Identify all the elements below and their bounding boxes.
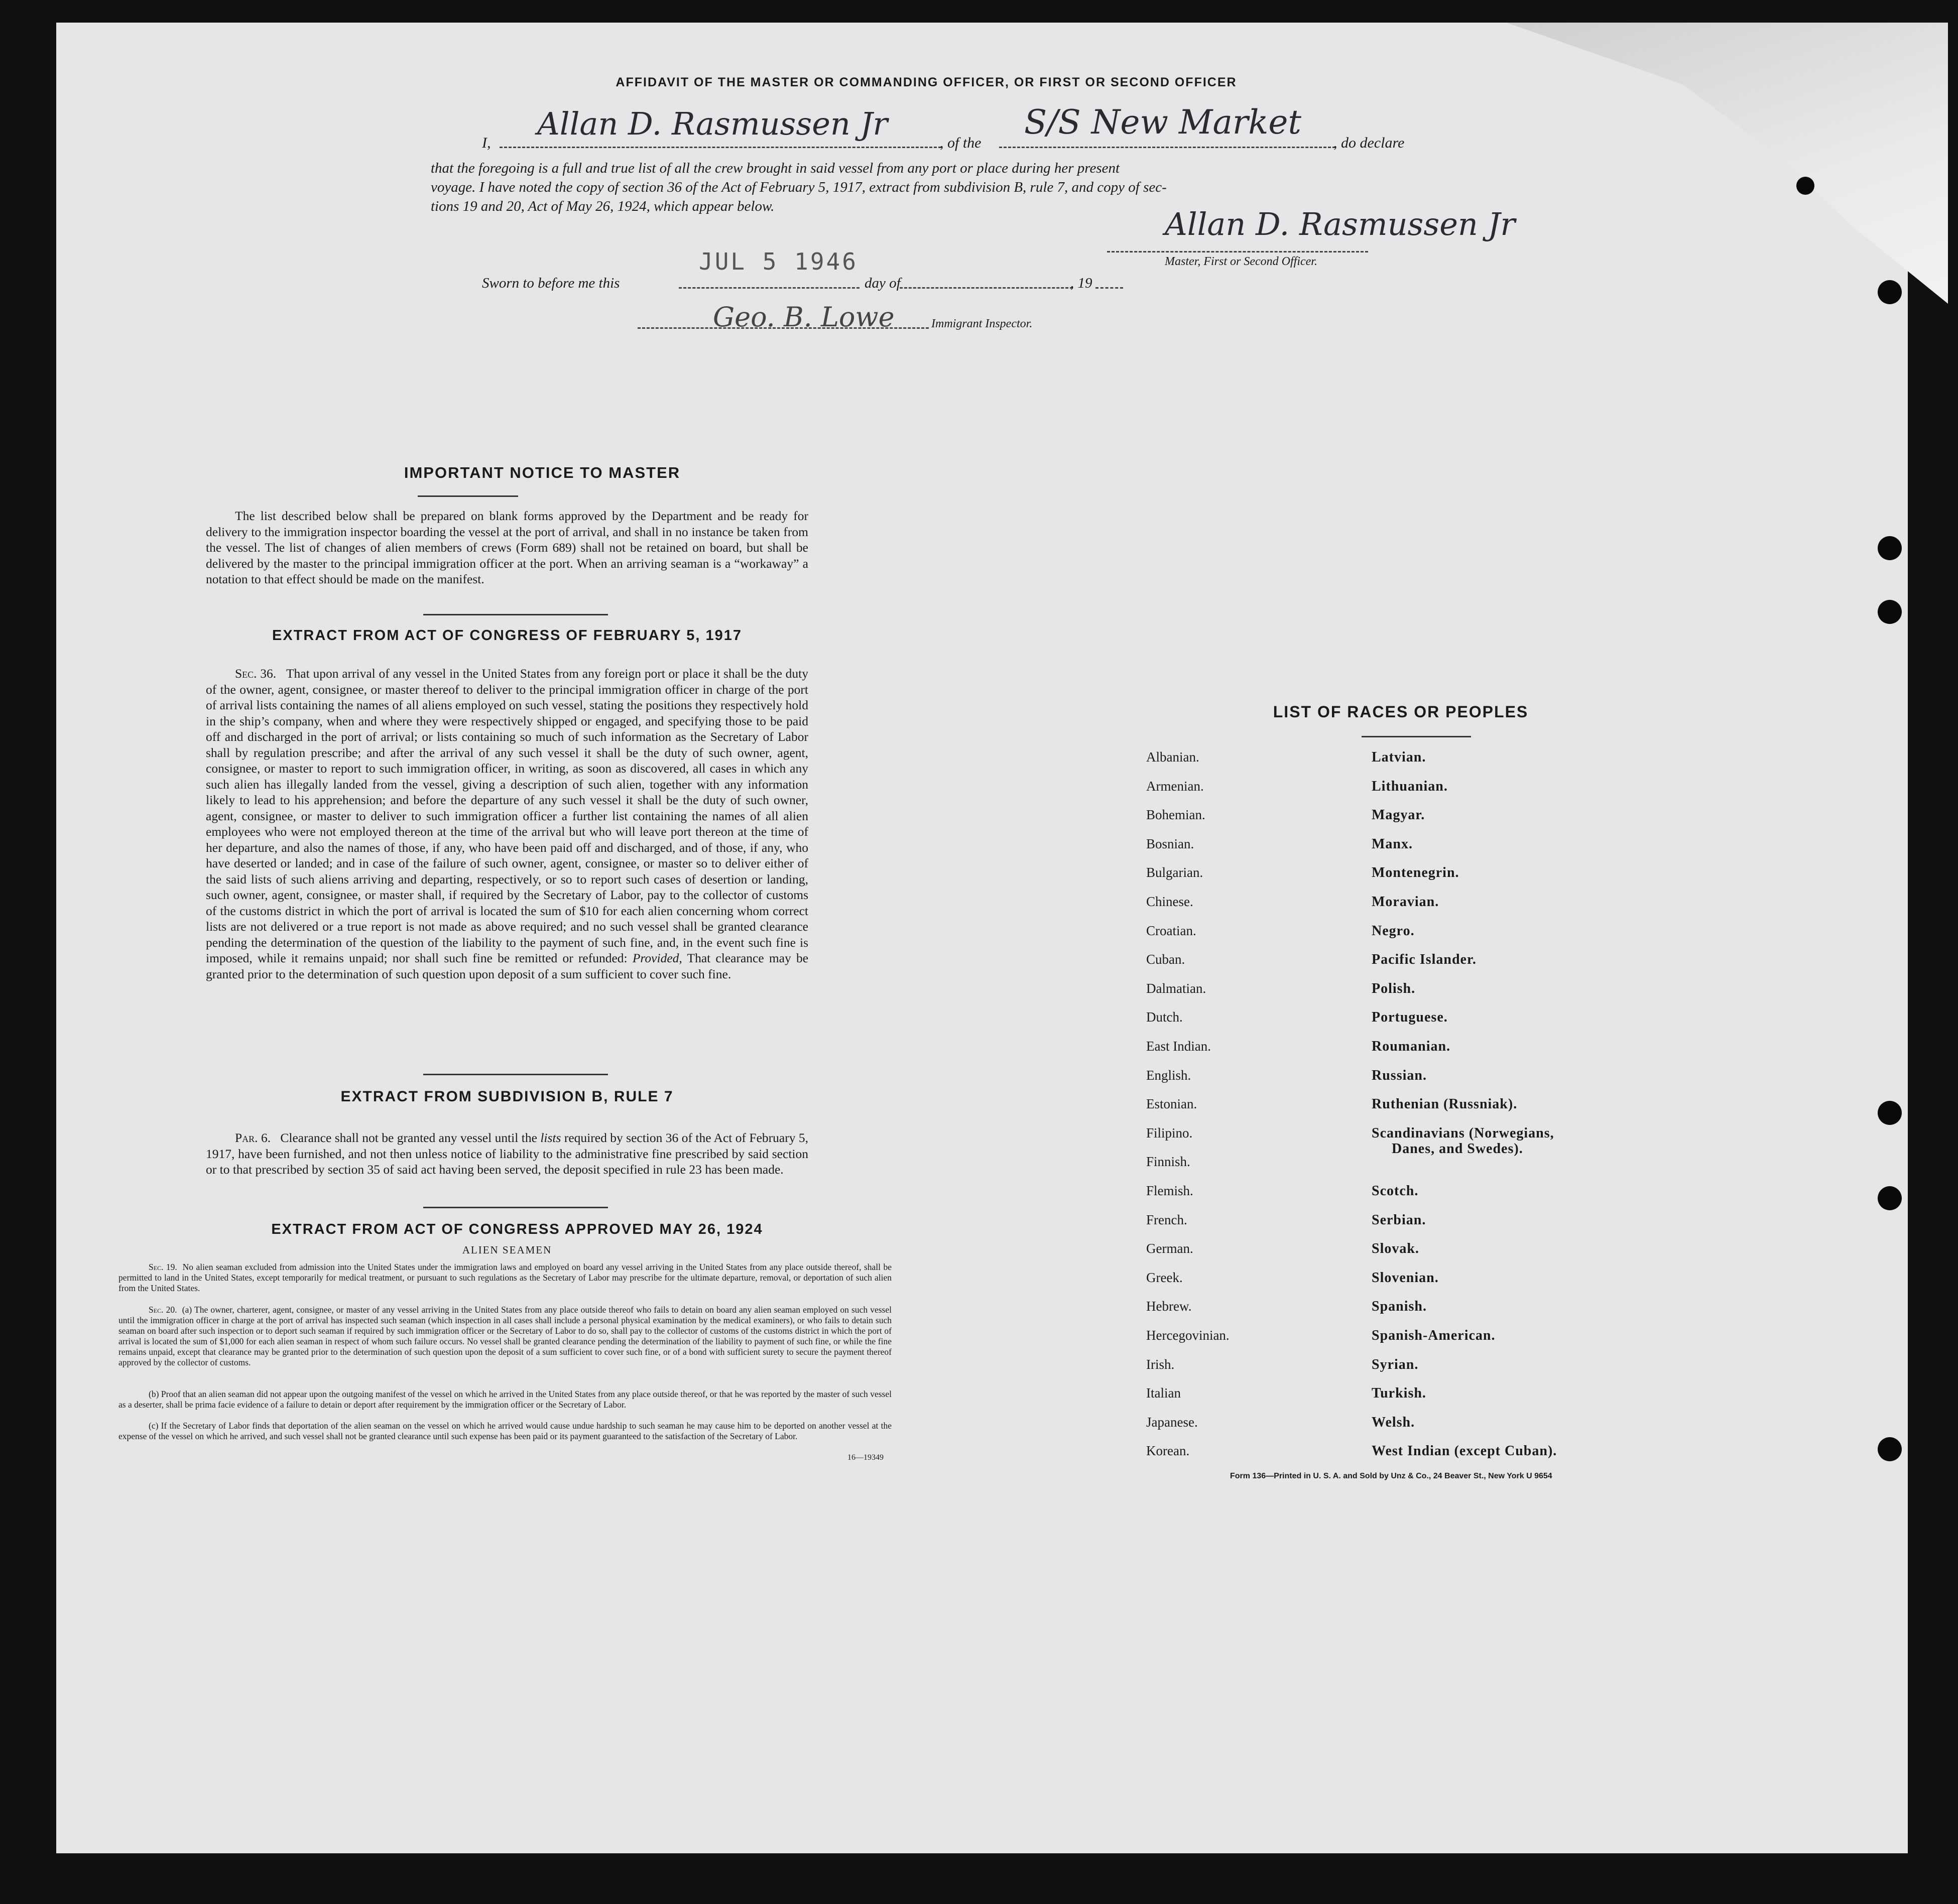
race-left-item: Hercegovinian. (1146, 1328, 1230, 1343)
inspector-signature: Geo. B. Lowe (713, 301, 895, 333)
race-left-item: Greek. (1146, 1270, 1183, 1285)
name-line (500, 147, 941, 148)
race-left-item: French. (1146, 1212, 1187, 1227)
race-right-item: Manx. (1372, 836, 1413, 852)
year-line (1095, 287, 1123, 289)
race-right-item: Roumanian. (1372, 1039, 1451, 1054)
punch-hole (1878, 1101, 1902, 1125)
notice-body: The list described below shall be prepared on blank forms approved by the Department and be ready for delivery to the immigration inspector boarding the vessel at the port of arrival, and shall in no instance be taken from the vessel. The list of changes of alien members of crews (Form 689) shall not be retained on board, but shall be delivered by the master to the principal immigration officer at the port. When an arriving seaman is a “workaway” a notation to that effect should be made on the manifest. (206, 509, 808, 586)
rule (1362, 736, 1471, 737)
race-right-item: Latvian. (1372, 749, 1426, 765)
race-left-item: Korean. (1146, 1443, 1190, 1459)
race-right-item: Slovak. (1372, 1241, 1419, 1257)
race-left-item: Hebrew. (1146, 1299, 1192, 1314)
race-right-item: Spanish. (1372, 1299, 1427, 1315)
race-left-item: English. (1146, 1067, 1191, 1083)
date-stamp: JUL 5 1946 (699, 248, 858, 275)
sworn-label: Sworn to before me this (482, 275, 620, 291)
punch-hole (1878, 536, 1902, 560)
race-right-item: Scotch. (1372, 1183, 1419, 1199)
section-20a-text: (a) The owner, charterer, agent, consignee, or master of any vessel arriving in the United States from any place outside thereof who fails to detain on board any alien seaman employed on such vessel until the immigration officer in charge at the port of arrival has inspected such seaman (which inspection in all cases shall include a personal physical examination by the medical examiners), or who fails to detain such seaman on board after such inspection or to deport such seaman if required by such immigration officer or the Secretary of Labor to do so, shall pay to the collector of customs of the customs district in which the port of arrival is located the sum of $1,000 for each alien seaman in respect of whom such failure occurs. No vessel shall be granted clearance pending the determination of the liability to payment of such fine, or while the fine remains unpaid, except that clearance may be granted prior to the determination of such question upon the deposit of a sum sufficient to cover such fine, or of a bond with sufficient surety to secure the payment thereof approved by the collector of customs. (118, 1305, 892, 1367)
vessel-line (999, 147, 1335, 148)
month-line (900, 287, 1073, 289)
race-left-item: Finnish. (1146, 1154, 1190, 1170)
section-19-text: No alien seaman excluded from admission into the United States under the immigration laws and employed on board any vessel arriving in the United States from any place outside thereof, shall be permitted to land in the United States, except temporarily for medical treatment, or pursuant to such regulations as the Secretary of Labor may prescribe for the ultimate departure, removal, or deportation of such alien from the United States. (118, 1262, 892, 1293)
race-left-item: Estonian. (1146, 1096, 1197, 1112)
rule (418, 495, 518, 497)
lists-word: lists (540, 1130, 561, 1145)
section-19-label: Sec. 19. (149, 1262, 177, 1272)
printer-footer: Form 136—Printed in U. S. A. and Sold by Unz & Co., 24 Beaver St., New York U 9654 (1230, 1472, 1552, 1480)
year-label: , 19 (1070, 275, 1092, 291)
affidavit-body-line2: voyage. I have noted the copy of section 36 of the Act of February 5, 1917, extract from subdivision B, rule 7, and copy of sec- (431, 179, 1167, 195)
race-left-item: East Indian. (1146, 1039, 1211, 1054)
race-right-item: Danes, and Swedes). (1392, 1140, 1523, 1157)
race-right-item: West Indian (except Cuban). (1372, 1443, 1557, 1459)
race-right-item: Magyar. (1372, 807, 1425, 823)
races-heading: LIST OF RACES OR PEOPLES (1273, 703, 1529, 721)
race-left-item: Irish. (1146, 1356, 1175, 1372)
race-right-item: Montenegrin. (1372, 865, 1459, 881)
affidavit-title: AFFIDAVIT OF THE MASTER OR COMMANDING OFFICER, OR FIRST OR SECOND OFFICER (616, 75, 1237, 89)
race-right-item: Pacific Islander. (1372, 952, 1477, 968)
race-left-item: Flemish. (1146, 1183, 1193, 1198)
punch-hole (1878, 280, 1902, 304)
race-left-item: German. (1146, 1241, 1193, 1256)
of-the-label: , of the (940, 135, 982, 151)
extract-1917-heading: EXTRACT FROM ACT OF CONGRESS OF FEBRUARY 5, 1917 (272, 627, 743, 644)
race-left-item: Albanian. (1146, 749, 1199, 765)
section-19 (118, 1262, 892, 1294)
punch-hole-small (1796, 177, 1814, 195)
section-36-label: Sec. 36. (235, 666, 277, 681)
section-20b: (b) Proof that an alien seaman did not appear upon the outgoing manifest of the vessel on which he arrived in the United States from any place outside thereof, or that he was reported by the master of such vessel as a deserter, shall be prima facie evidence of a failure to detain or deport after requirement by the immigration officer or the Secretary of Labor. (118, 1389, 892, 1410)
race-right-item: Polish. (1372, 980, 1416, 996)
punch-hole (1878, 1186, 1902, 1210)
race-right-item: Negro. (1372, 923, 1415, 939)
race-right-item: Serbian. (1372, 1212, 1426, 1228)
form-number: 16—19349 (847, 1453, 884, 1462)
race-right-item: Russian. (1372, 1067, 1427, 1083)
rule7-body (206, 1130, 808, 1178)
rule7-heading: EXTRACT FROM SUBDIVISION B, RULE 7 (340, 1088, 674, 1105)
master-signature: Allan D. Rasmussen Jr (1165, 206, 1516, 242)
inspector-caption: Immigrant Inspector. (931, 317, 1033, 330)
section-36-text-end: That clearance may be granted prior to the determination of such question upon deposit of a sum sufficient to cover such fine. (206, 951, 809, 981)
rule7-text-b: required by section 36 of the Act of February 5, 1917, have been furnished, and not then unless notice of liability to the administrative fine prescribed by said section or to that prescribed by section 35 of said act having been served, the deposit specified in rule 23 has been made. (206, 1130, 809, 1177)
race-left-item: Filipino. (1146, 1125, 1193, 1140)
rule7-text-a: Clearance shall not be granted any vessel until the (280, 1130, 537, 1145)
race-left-item: Italian (1146, 1385, 1181, 1401)
provided-word: Provided, (632, 951, 682, 965)
extract-1917-body (206, 666, 808, 982)
race-left-item: Japanese. (1146, 1414, 1198, 1430)
day-of-label: day of (865, 275, 901, 291)
race-left-item: Croatian. (1146, 923, 1196, 938)
race-right-item: Portuguese. (1372, 1009, 1448, 1026)
section-36-text: That upon arrival of any vessel in the United States from any foreign port or place it shall be the duty of the owner, agent, consignee, or master thereof to deliver to the principal immigration officer in charge of the port of arrival lists containing the names of all aliens employed on such vessel, stating the positions they respectively hold in the ship’s company, when and where they were respectively shipped or engaged, and specifying those to be paid off and discharged in the port of arrival; or lists containing so much of such information as the Secretary of Labor shall by regulation prescribe; and after the arrival of any such vessel it shall be the duty of such owner, agent, consignee, or master to report to such immigration officer, in writing, as soon as discovered, all cases in which any such alien has illegally landed from the vessel, giving a description of such alien, together with any information likely to lead to his apprehension; and before the departure of any such vessel it shall be the duty of such owner, agent, consignee, or master to deliver to such immigration officer a further list containing the names of all alien employees who were not employed thereon at the time of the arrival but who will leave port thereon at the time of her departure, and also the names of those, if any, who have been paid off and discharged, and of those, if any, who have deserted or landed; and in case of the failure of such owner, agent, consignee, or master so to deliver either of the said lists of such aliens arriving and departing, respectively, or so to report such cases of desertion or landing, such owner, agent, consignee, or master shall, if required by the Secretary of Labor, pay to the collector of customs of the customs district in which the port of arrival is located the sum of $10 for each alien concerning whom correct lists are not delivered or a true report is not made as above required; and no such vessel shall be granted clearance pending the determination of the question of the liability to the payment of such fine, and, in the event such fine is imposed, while it remains unpaid; nor shall such fine be remitted or refunded: (206, 666, 808, 965)
rule (423, 614, 608, 615)
race-right-item: Ruthenian (Russniak). (1372, 1096, 1518, 1112)
extract-1924-heading: EXTRACT FROM ACT OF CONGRESS APPROVED MAY 26, 1924 (271, 1221, 763, 1237)
race-right-item: Lithuanian. (1372, 778, 1448, 794)
sworn-day-line (679, 287, 860, 289)
master-name-handwritten: Allan D. Rasmussen Jr (537, 105, 888, 142)
rule (423, 1074, 608, 1075)
race-right-item: Slovenian. (1372, 1270, 1439, 1286)
race-right-item: Syrian. (1372, 1356, 1419, 1372)
race-left-item: Cuban. (1146, 952, 1185, 967)
section-20a (118, 1305, 892, 1368)
notice-heading: IMPORTANT NOTICE TO MASTER (404, 464, 681, 481)
master-caption: Master, First or Second Officer. (1165, 255, 1317, 268)
race-right-item: Turkish. (1372, 1385, 1426, 1402)
section-20-label: Sec. 20. (149, 1305, 177, 1315)
signature-line (1107, 251, 1368, 252)
affidavit-body-line3: tions 19 and 20, Act of May 26, 1924, which appear below. (431, 198, 775, 214)
race-left-item: Dutch. (1146, 1009, 1183, 1025)
punch-hole (1878, 1437, 1902, 1461)
punch-hole (1878, 600, 1902, 624)
race-right-item: Moravian. (1372, 894, 1439, 910)
vessel-name-handwritten: S/S New Market (1024, 103, 1301, 142)
race-left-item: Chinese. (1146, 894, 1193, 909)
race-left-item: Bulgarian. (1146, 865, 1203, 880)
par-6-label: Par. 6. (235, 1130, 271, 1145)
affidavit-body-line1: that the foregoing is a full and true list of all the crew brought in said vessel from any port or place during her present (431, 160, 1120, 176)
race-right-item: Spanish-American. (1372, 1328, 1496, 1343)
race-left-item: Armenian. (1146, 778, 1204, 794)
race-right-item: Welsh. (1372, 1414, 1415, 1430)
section-20c: (c) If the Secretary of Labor finds that deportation of the alien seaman on the vessel on which he arrived would cause undue hardship to such seaman he may cause him to be deported on another vessel at the expense of the vessel on which he arrived, and such vessel shall not be granted clearance until such expense has been paid or its payment guaranteed to the satisfaction of the Secretary of Labor. (118, 1421, 892, 1441)
do-declare-label: , do declare (1333, 135, 1405, 151)
race-left-item: Bosnian. (1146, 836, 1194, 851)
affidavit-i-label: I, (482, 135, 491, 151)
race-left-item: Bohemian. (1146, 807, 1205, 823)
race-right-item: Scandinavians (Norwegians, (1372, 1125, 1554, 1141)
rule (423, 1207, 608, 1208)
alien-seamen-subheading: ALIEN SEAMEN (462, 1244, 552, 1256)
race-left-item: Dalmatian. (1146, 980, 1206, 996)
